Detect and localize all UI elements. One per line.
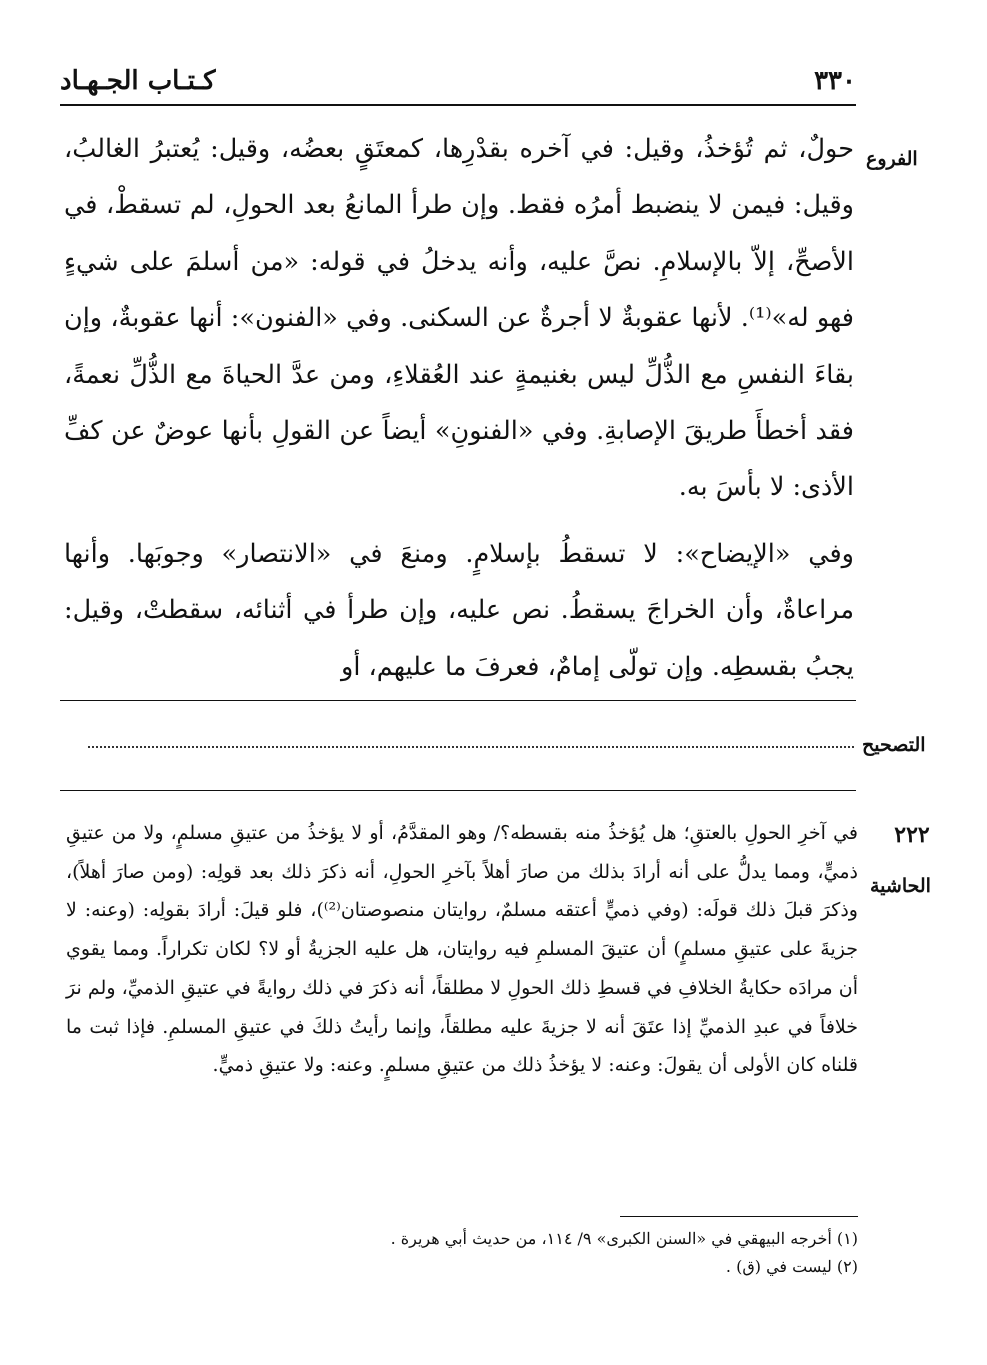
footnote-1: (١) أخرجه البيهقي في «السنن الكبرى» ٩/ ١١٤، من حديث أبي هريرة . xyxy=(390,1229,858,1248)
main-text xyxy=(64,121,854,695)
hashiya-text xyxy=(66,814,858,1085)
margin-label-hashiya: الحاشية xyxy=(870,875,931,897)
divider-rule-top xyxy=(60,700,856,701)
footnotes xyxy=(200,1225,858,1281)
main-paragraph-1: حولٌ، ثم تُؤخذُ، وقيل: في آخره بقدْرِها، كمعتَقٍ بعضُه، وقيل: يُعتبرُ الغالبُ، وقيل: فيمن لا ينضبط أمرُه فقط. وإن طرأ المانعُ بعد الحولِ، لم تسقطْ، في الأصحِّ، إلاّ بالإسلامِ. نصَّ عليه، وأنه يدخلُ في قوله: «من أسلمَ على شيءٍ فهو له»⁽¹⁾. لأنها عقوبةٌ لا أجرةٌ عن السكنى. وفي «الفنون»: أنها عقوبةٌ، وإن بقاءَ النفسِ مع الذُّلِّ ليس بغنيمةٍ عند العُقلاءِ، ومن عدَّ الحياةَ مع الذُّلِّ نعمةً، فقد أخطأَ طريقَ الإصابةِ. وفي «الفنونِ» أيضاً عن القولِ بأنها عوضٌ عن كفِّ الأذى: لا بأسَ به. xyxy=(64,134,854,503)
page-number: ٣٣٠ xyxy=(814,66,856,96)
header-rule xyxy=(60,104,856,106)
margin-label-tashih: التصحيح xyxy=(862,734,926,756)
tashih-dotted-line xyxy=(88,746,854,748)
footnote-2: (٢) ليست في (ق) . xyxy=(725,1257,858,1276)
footnote-rule xyxy=(620,1216,858,1217)
margin-label-furu: الفروع xyxy=(866,148,918,170)
page-header xyxy=(60,62,856,102)
hashiya-number: ٢٢٢ xyxy=(894,822,930,848)
divider-rule-bottom xyxy=(60,790,856,791)
hashiya-paragraph: في آخرِ الحولِ بالعتقِ؛ هل يُؤخذُ منه بقسطه؟/ وهو المقدَّمُ، أو لا يؤخذُ من عتيقِ مسلمٍ، ولا من عتيقِ ذميٍّ، ومما يدلُّ على أنه أرادَ بذلك من صارَ أهلاً بآخرِ الحولِ، أنه ذكرَ ذلك بعد قولِه: (ومن صارَ أهلاً)، وذكرَ قبلَ ذلك قولَه: (وفي ذميٍّ أعتقه مسلمٌ، روايتان منصوصتان⁽²⁾)، فلو قيلَ: أرادَ بقولِه: (وعنه: لا جزيةَ على عتيقِ مسلمٍ) أن عتيقَ المسلمِ فيه روايتان، هل عليه الجزيةُ أو لا؟ لكان تكراراً. ومما يقوي أن مرادَه حكايةُ الخلافِ في قسطِ ذلك الحولِ لا مطلقاً، أنه ذكرَ في ذلك روايةً في عتيقِ الذميِّ، ولم نرَ خلافاً في عبدِ الذميِّ إذا عتَقَ أنه لا جزيةَ عليه مطلقاً، وإنما رأيتُ ذلكَ في عتيقِ المسلمِ. فإذا ثبت ما قلناه كان الأولى أن يقولَ: وعنه: لا يؤخذُ ذلك من عتيقِ مسلمٍ. وعنه: ولا عتيقِ ذميٍّ. xyxy=(66,822,858,1077)
running-title: كـتـاب الجـهـاد xyxy=(60,66,216,96)
main-paragraph-2: وفي «الإيضاح»: لا تسقطُ بإسلامٍ. ومنعَ في «الانتصار» وجوبَها. وأنها مراعاةٌ، وأن الخراجَ يسقطُ. نص عليه، وإن طرأ في أثنائه، سقطتْ، وقيل: يجبُ بقسطِه. وإن تولّى إمامٌ، فعرفَ ما عليهم، أو xyxy=(64,538,854,682)
